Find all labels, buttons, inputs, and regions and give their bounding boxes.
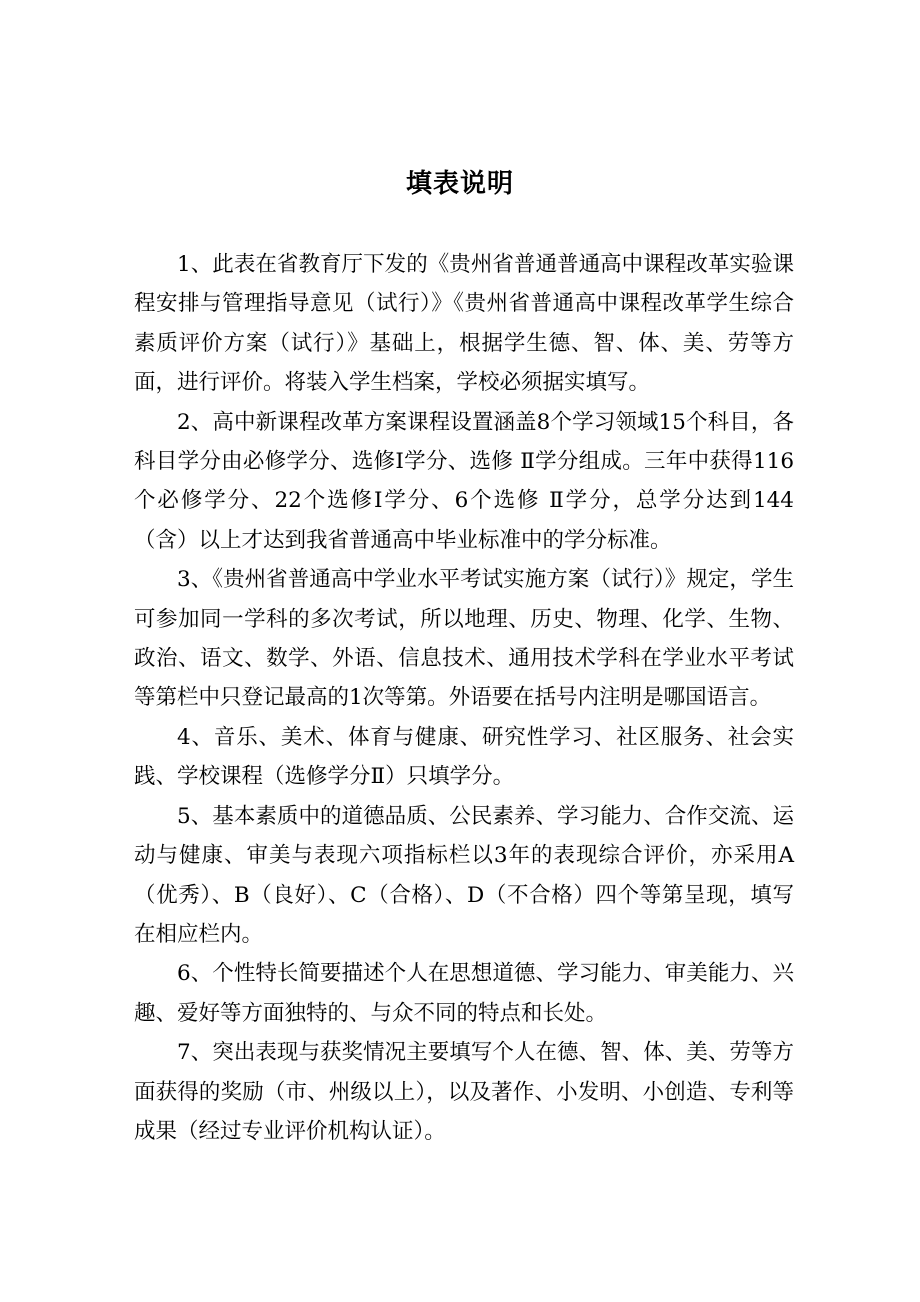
instruction-paragraph-4: 4、音乐、美术、体育与健康、研究性学习、社区服务、社会实践、学校课程（选修学分Ⅱ）只填学分。 bbox=[134, 724, 794, 790]
instruction-paragraph-5: 5、基本素质中的道德品质、公民素养、学习能力、合作交流、运动与健康、审美与表现六项指标栏以3年的表现综合评价，亦采用A（优秀）、B（良好）、C（合格）、D（不合格）四个等第呈现，填写在相应栏内。 bbox=[134, 803, 794, 947]
instruction-paragraph-2: 2、高中新课程改革方案课程设置涵盖8个学习领域15个科目，各科目学分由必修学分、选修Ⅰ学分、选修 Ⅱ学分组成。三年中获得116个必修学分、22个选修Ⅰ学分、6个选修 Ⅱ学分，总学分达到144（含）以上才达到我省普通高中毕业标准中的学分标准。 bbox=[134, 409, 794, 553]
instructions-body bbox=[134, 245, 794, 1151]
instruction-paragraph-6: 6、个性特长简要描述个人在思想道德、学习能力、审美能力、兴趣、爱好等方面独特的、与众不同的特点和长处。 bbox=[134, 961, 794, 1026]
page-title: 填表说明 bbox=[405, 169, 514, 199]
instruction-paragraph-3: 3、《贵州省普通高中学业水平考试实施方案（试行）》规定，学生可参加同一学科的多次考试，所以地理、历史、物理、化学、生物、政治、语文、数学、外语、信息技术、通用技术学科在学业水平考试等第栏中只登记最高的1次等第。外语要在括号内注明是哪国语言。 bbox=[134, 567, 794, 711]
instruction-paragraph-1: 1、此表在省教育厅下发的《贵州省普通普通高中课程改革实验课程安排与管理指导意见（试行）》《贵州省普通高中课程改革学生综合素质评价方案（试行）》基础上，根据学生德、智、体、美、劳等方面，进行评价。将装入学生档案，学校必须据实填写。 bbox=[134, 252, 794, 396]
instruction-paragraph-7: 7、突出表现与获奖情况主要填写个人在德、智、体、美、劳等方面获得的奖励（市、州级以上），以及著作、小发明、小创造、专利等成果（经过专业评价机构认证）。 bbox=[134, 1040, 794, 1144]
